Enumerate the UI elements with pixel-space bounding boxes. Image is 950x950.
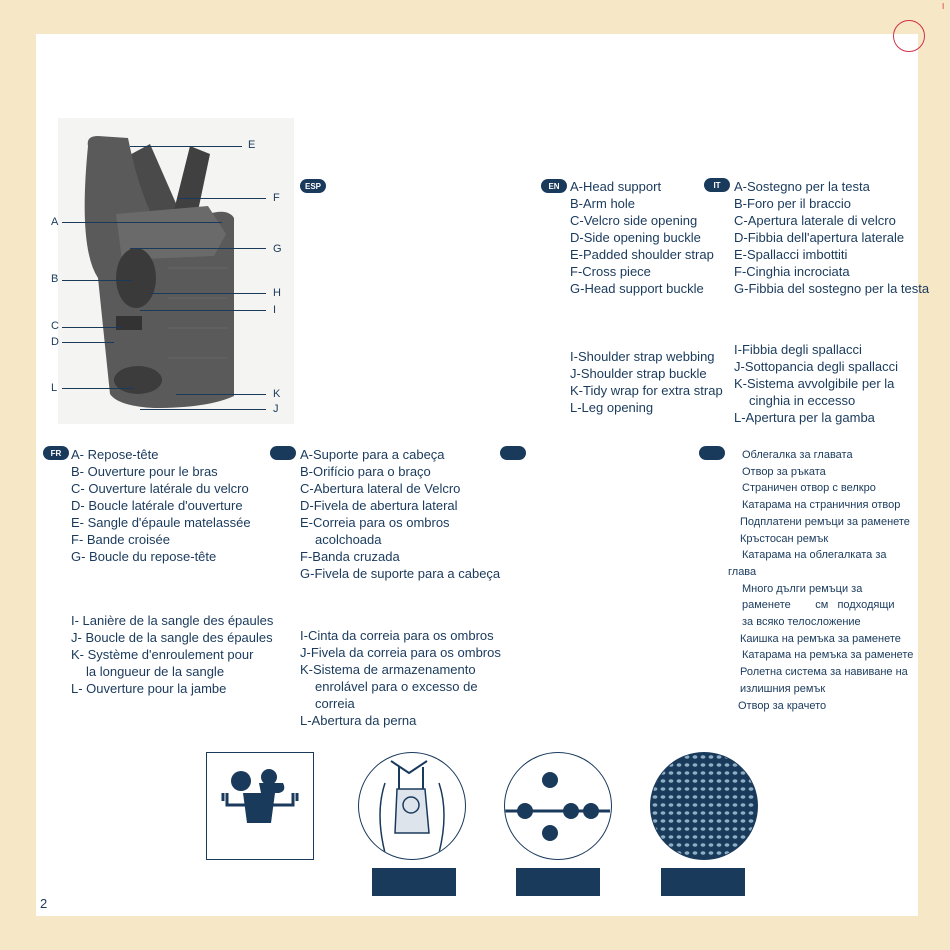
list-item: E-Padded shoulder strap [570, 247, 714, 262]
list-item: B-Arm hole [570, 196, 636, 211]
callout-g: G [273, 243, 282, 255]
list-item: Отвор за ръката [742, 465, 826, 478]
list-item: F-Banda cruzada [300, 549, 400, 564]
pt-parts-list [300, 446, 501, 729]
it-parts-list [734, 178, 929, 426]
list-item: la longueur de la sangle [86, 664, 225, 679]
list-item: K- Système d'enroulement pour [71, 647, 254, 662]
list-item: Облегалка за главата [742, 449, 853, 461]
list-item: L-Abertura da perna [300, 713, 417, 728]
leader-line-j [140, 409, 266, 410]
baby-carrier-illustration [58, 118, 294, 424]
badge-extra [500, 446, 526, 460]
bg-parts-list [728, 447, 913, 714]
badge-esp: ESP [300, 179, 326, 193]
list-item: C-Apertura laterale di velcro [734, 213, 896, 228]
leader-line-k [176, 394, 266, 395]
callout-a: A [51, 216, 59, 228]
badge-it: IT [704, 178, 730, 192]
list-item: Подплатени ремъци за раменете [740, 515, 910, 528]
icon-label-bar-1 [372, 868, 456, 896]
list-item: A- Repose-tête [71, 447, 159, 462]
list-item: I- Lanière de la sangle des épaules [71, 613, 274, 628]
leader-line-l [62, 388, 134, 389]
list-item: K-Tidy wrap for extra strap [570, 383, 723, 398]
list-item: B-Foro per il braccio [734, 196, 852, 211]
icon-label-bar-2 [516, 868, 600, 896]
leader-line-b [62, 280, 132, 281]
list-item: J-Fivela da correia para os ombros [300, 645, 501, 660]
list-item: B- Ouverture pour le bras [71, 464, 218, 479]
badge-fr: FR [43, 446, 69, 460]
list-item: F- Bande croisée [71, 532, 170, 547]
list-item: J-Shoulder strap buckle [570, 366, 707, 381]
list-item: cinghia in eccesso [749, 393, 856, 408]
list-item: F-Cinghia incrociata [734, 264, 850, 279]
leader-line-e [130, 146, 242, 147]
callout-k: K [273, 388, 281, 400]
list-item: acolchoada [315, 532, 382, 547]
list-item: раменете см подходящи [742, 599, 895, 612]
list-item: G-Fivela de suporte para a cabeça [300, 566, 501, 581]
list-item: глава [728, 565, 757, 578]
list-item: E-Correia para os ombros [300, 515, 450, 530]
list-item: K-Sistema avvolgibile per la [734, 376, 895, 391]
corner-circle-icon [893, 20, 925, 52]
list-item: Катарама на страничния отвор [742, 499, 901, 512]
list-item: J-Sottopancia degli spallacci [734, 359, 899, 374]
list-item: D-Fibbia dell'apertura laterale [734, 230, 905, 245]
list-item: за всяко телосложение [742, 616, 861, 629]
list-item: G-Head support buckle [570, 281, 704, 296]
list-item: C-Abertura lateral de Velcro [300, 481, 461, 496]
list-item: Ролетна система за навиване на [740, 666, 908, 679]
list-item: J- Boucle de la sangle des épaules [71, 630, 273, 645]
list-item: D-Fivela de abertura lateral [300, 498, 458, 513]
callout-i: I [273, 304, 277, 316]
list-item: G- Boucle du repose-tête [71, 549, 217, 564]
callout-d: D [51, 336, 59, 348]
list-item: correia [315, 696, 355, 711]
list-item: A-Head support [570, 179, 662, 194]
list-item: Каишка на ремъка за раменете [740, 632, 901, 645]
en-parts-list [570, 178, 723, 416]
callout-l: L [51, 382, 58, 394]
corner-mark: I [942, 2, 945, 11]
list-item: C-Velcro side opening [570, 213, 698, 228]
leader-line-f [178, 198, 266, 199]
page-number: 2 [40, 896, 48, 911]
leader-line-c [62, 327, 122, 328]
list-item: B-Orifício para o braço [300, 464, 431, 479]
badge-en: EN [541, 179, 567, 193]
list-item: D- Boucle latérale d'ouverture [71, 498, 243, 513]
callout-b: B [51, 273, 59, 285]
list-item: E-Spallacci imbottiti [734, 247, 848, 262]
list-item: Отвор за крачето [738, 699, 827, 712]
list-item: излишния ремък [740, 682, 826, 695]
list-item: I-Cinta da correia para os ombros [300, 628, 494, 643]
callout-j: J [273, 403, 279, 415]
list-item: C- Ouverture latérale du velcro [71, 481, 249, 496]
list-item: Катарама на ремъка за раменете [742, 649, 914, 662]
list-item: Кръстосан ремък [740, 532, 829, 545]
badge-pt [270, 446, 296, 460]
parent-baby-icon [206, 752, 314, 860]
callout-h: H [273, 287, 281, 299]
list-item: Страничен отвор с велкро [742, 482, 876, 495]
leader-line-h [150, 293, 266, 294]
list-item: Много дълги ремъци за [742, 582, 863, 595]
callout-e: E [248, 139, 256, 151]
list-item: D-Side opening buckle [570, 230, 701, 245]
positions-icon [504, 752, 612, 860]
callout-f: F [273, 192, 280, 204]
list-item: L-Leg opening [570, 400, 654, 415]
badge-bg [699, 446, 725, 460]
list-item: Катарама на облегалката за [742, 549, 887, 562]
leader-line-g [130, 248, 266, 249]
list-item: I-Shoulder strap webbing [570, 349, 715, 364]
list-item: enrolável para o excesso de [315, 679, 478, 694]
list-item: I-Fibbia degli spallacci [734, 342, 862, 357]
list-item: A-Suporte para a cabeça [300, 447, 445, 462]
list-item: A-Sostegno per la testa [734, 179, 870, 194]
leader-line-i [140, 310, 266, 311]
list-item: G-Fibbia del sostegno per la testa [734, 281, 930, 296]
list-item: E- Sangle d'épaule matelassée [71, 515, 251, 530]
list-item: K-Sistema de armazenamento [300, 662, 476, 677]
breathable-fabric-icon [650, 752, 758, 860]
list-item: L-Apertura per la gamba [734, 410, 875, 425]
icon-label-bar-3 [661, 868, 745, 896]
adjustable-straps-icon [358, 752, 466, 860]
list-item: L- Ouverture pour la jambe [71, 681, 227, 696]
fr-parts-list [71, 446, 273, 697]
list-item: F-Cross piece [570, 264, 651, 279]
leader-line-a [62, 222, 222, 223]
callout-c: C [51, 320, 59, 332]
leader-line-d [62, 342, 114, 343]
